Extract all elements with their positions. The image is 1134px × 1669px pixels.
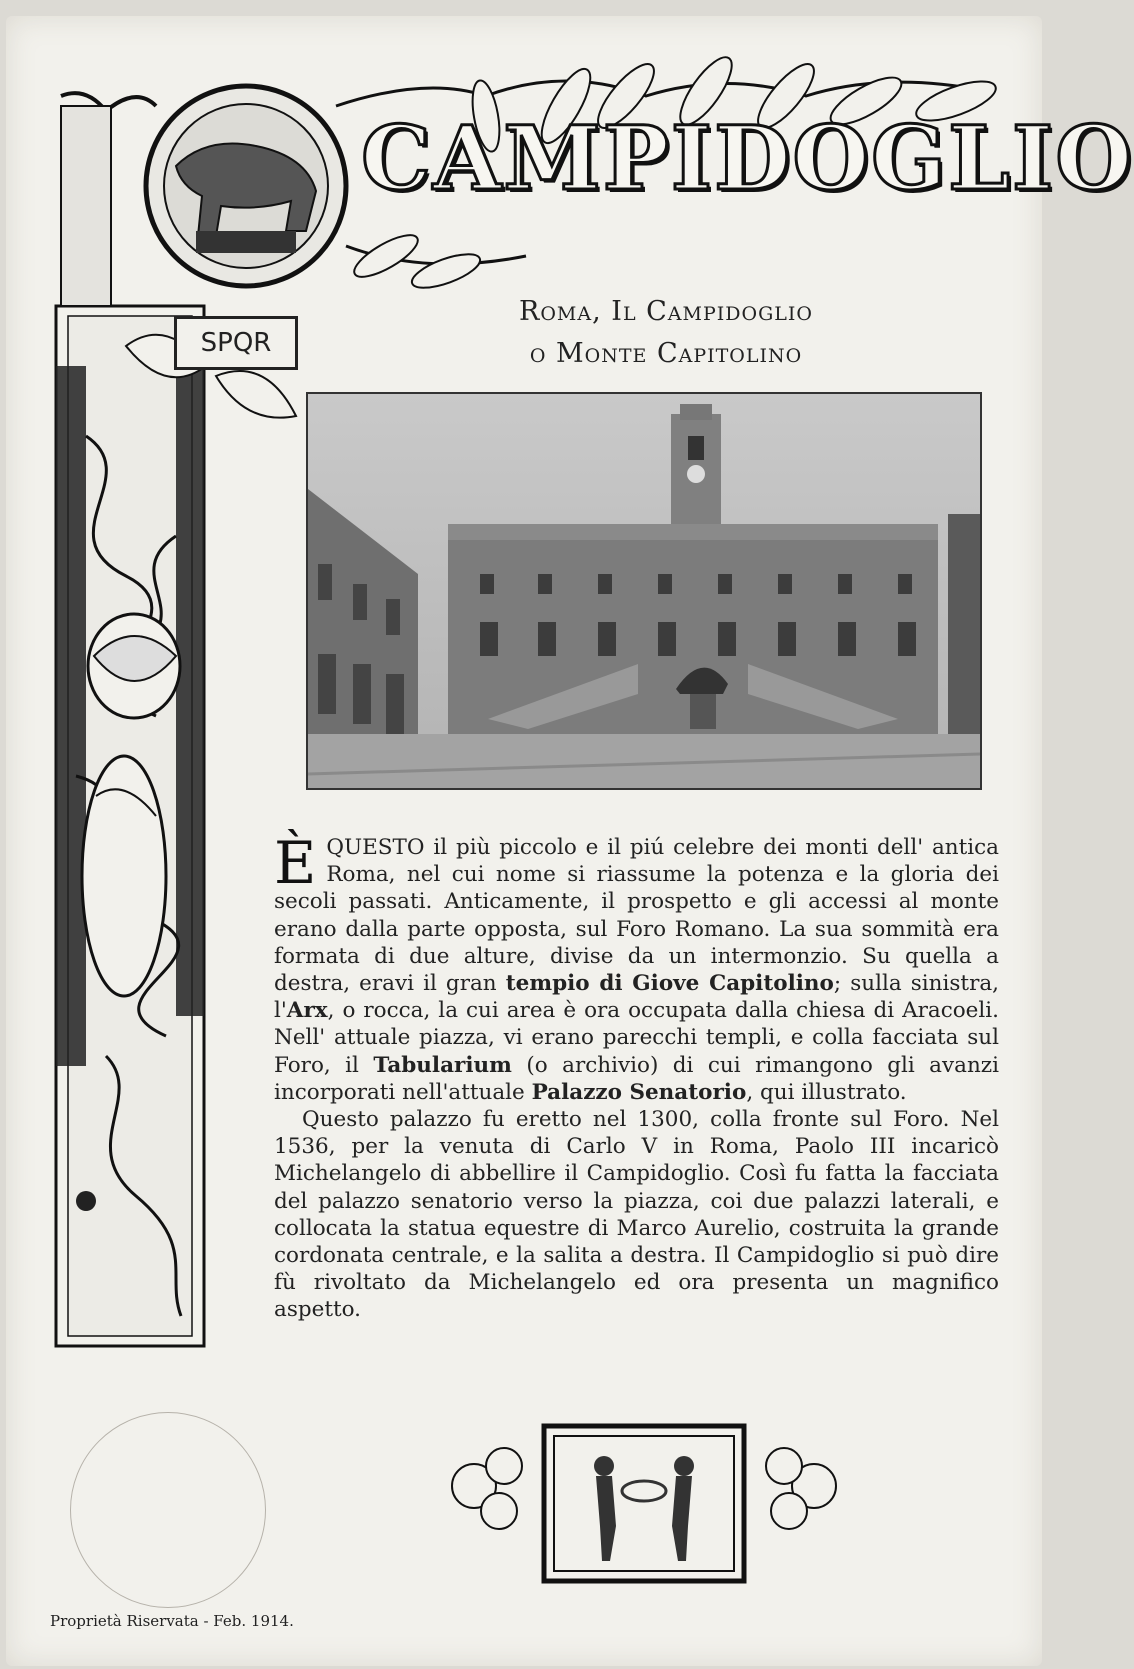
paragraph-1-text-2: ; sulla sinistra, l' [274,971,1000,1024]
palazzo-senatorio-photo [306,392,982,790]
bold-palazzo: Palazzo Senatorio [531,1079,747,1105]
page-title: CAMPIDOGLIO [361,106,1134,210]
paragraph-1 [274,829,1000,1106]
footer-copyright: Proprietà Riservata - Feb. 1914. [50,1612,294,1630]
drop-cap: È [274,829,317,897]
spqr-plaque: SPQR [174,316,298,370]
postmark-circle [70,1412,266,1608]
paragraph-2: Questo palazzo fu eretto nel 1300, colla fronte sul Foro. Nel 1536, per la venuta di Carlo V in Roma, Paolo III incaricò Michelangelo di abbellire il Campidoglio. Così fu fatta la facciata del palazzo senatorio verso la piazza, coi due palazzi laterali, e collocata la statua equestre di Marco Aurelio, costruita la grande cordonata centrale, e la salita a destra. Il Campidoglio si può dire fù rivoltato da Michelangelo ed ora presenta un magnifico aspetto. [274,1107,999,1323]
paragraph-1-text-3: , o rocca, la cui area è ora occupata dalla chiesa di Aracoeli. Nell' attuale piazza, vi erano parecchi templi, e colla facciata sul Foro, il [274,998,999,1078]
postcard [6,16,1134,1666]
figures-medallion [444,1416,844,1586]
paragraph-1-text: QUESTO il più piccolo e il piú celebre dei monti dell' antica Roma, nel cui nome si riassume la potenza e la gloria dei secoli passati. Anticamente, il prospetto e gli accessi al monte erano dalla parte opposta, sul Foro Romano. La sua sommità era formata di due alture, divise da un intermonzio. Su quella a destra, eravi il gran [274,835,999,997]
paragraph-1-text-4: (o archivio) di cui rimangono gli avanzi incorporati nell'attuale [274,1052,1000,1105]
bold-arx: Arx [286,998,328,1024]
subtitle-line-2: o Monte Capitolino [529,338,803,369]
bold-tempio: tempio di Giove Capitolino [505,971,834,997]
description-text [274,829,1000,1324]
paragraph-1-text-5: , qui illustrato. [746,1079,907,1105]
bold-tabularium: Tabularium [373,1052,512,1078]
subtitle-line-1: Roma, Il Campidoglio [519,296,813,327]
